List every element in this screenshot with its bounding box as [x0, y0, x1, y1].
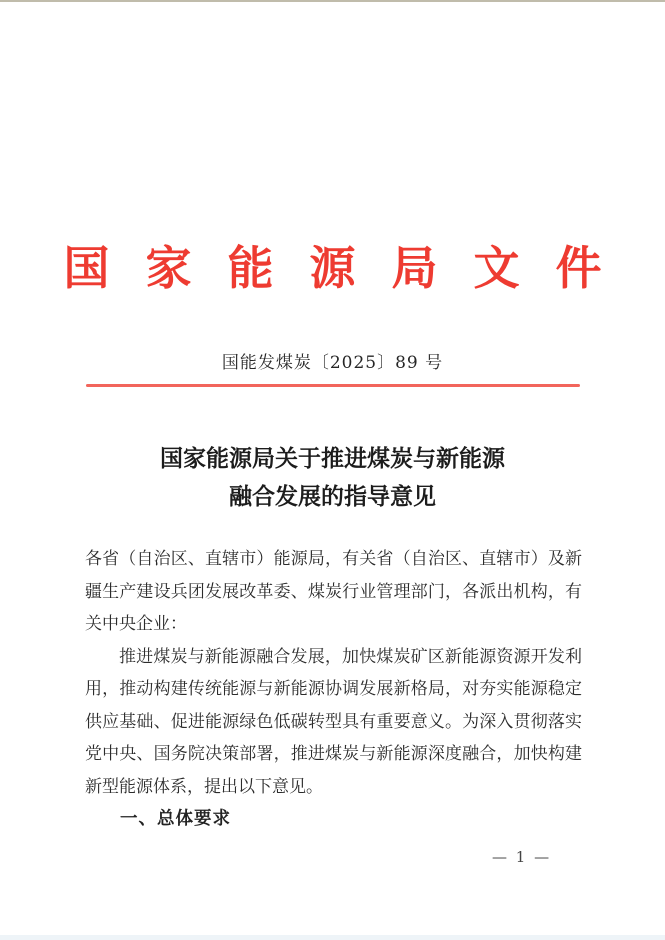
salutation-paragraph: 各省（自治区、直辖市）能源局，有关省（自治区、直辖市）及新疆生产建设兵团发展改革委、煤炭行业管理部门，各派出机构，有关中央企业：	[85, 549, 582, 634]
doc-number: 国能发煤炭〔2025〕89 号	[221, 353, 444, 373]
page-number: — 1 —	[492, 848, 552, 866]
document-title-line-1: 国家能源局关于推进煤炭与新能源	[160, 445, 505, 472]
scan-top-edge	[0, 0, 665, 2]
agency-header-title: 国 家 能 源 局 文 件	[63, 241, 612, 295]
document-title-line-2: 融合发展的指导意见	[229, 483, 436, 510]
body-paragraph-1: 推进煤炭与新能源融合发展，加快煤炭矿区新能源资源开发利用，推动构建传统能源与新能源协调发展新格局，对夯实能源稳定供应基础、促进能源绿色低碳转型具有重要意义。为深入贯彻落实党中央、国务院决策部署，推进煤炭与新能源深度融合，加快构建新型能源体系，提出以下意见。	[85, 646, 582, 797]
red-separator-rule	[86, 384, 580, 387]
section-1-heading: 一、总体要求	[120, 809, 231, 829]
document-body	[85, 543, 582, 836]
document-title	[0, 440, 665, 516]
scan-bottom-edge	[0, 935, 665, 940]
